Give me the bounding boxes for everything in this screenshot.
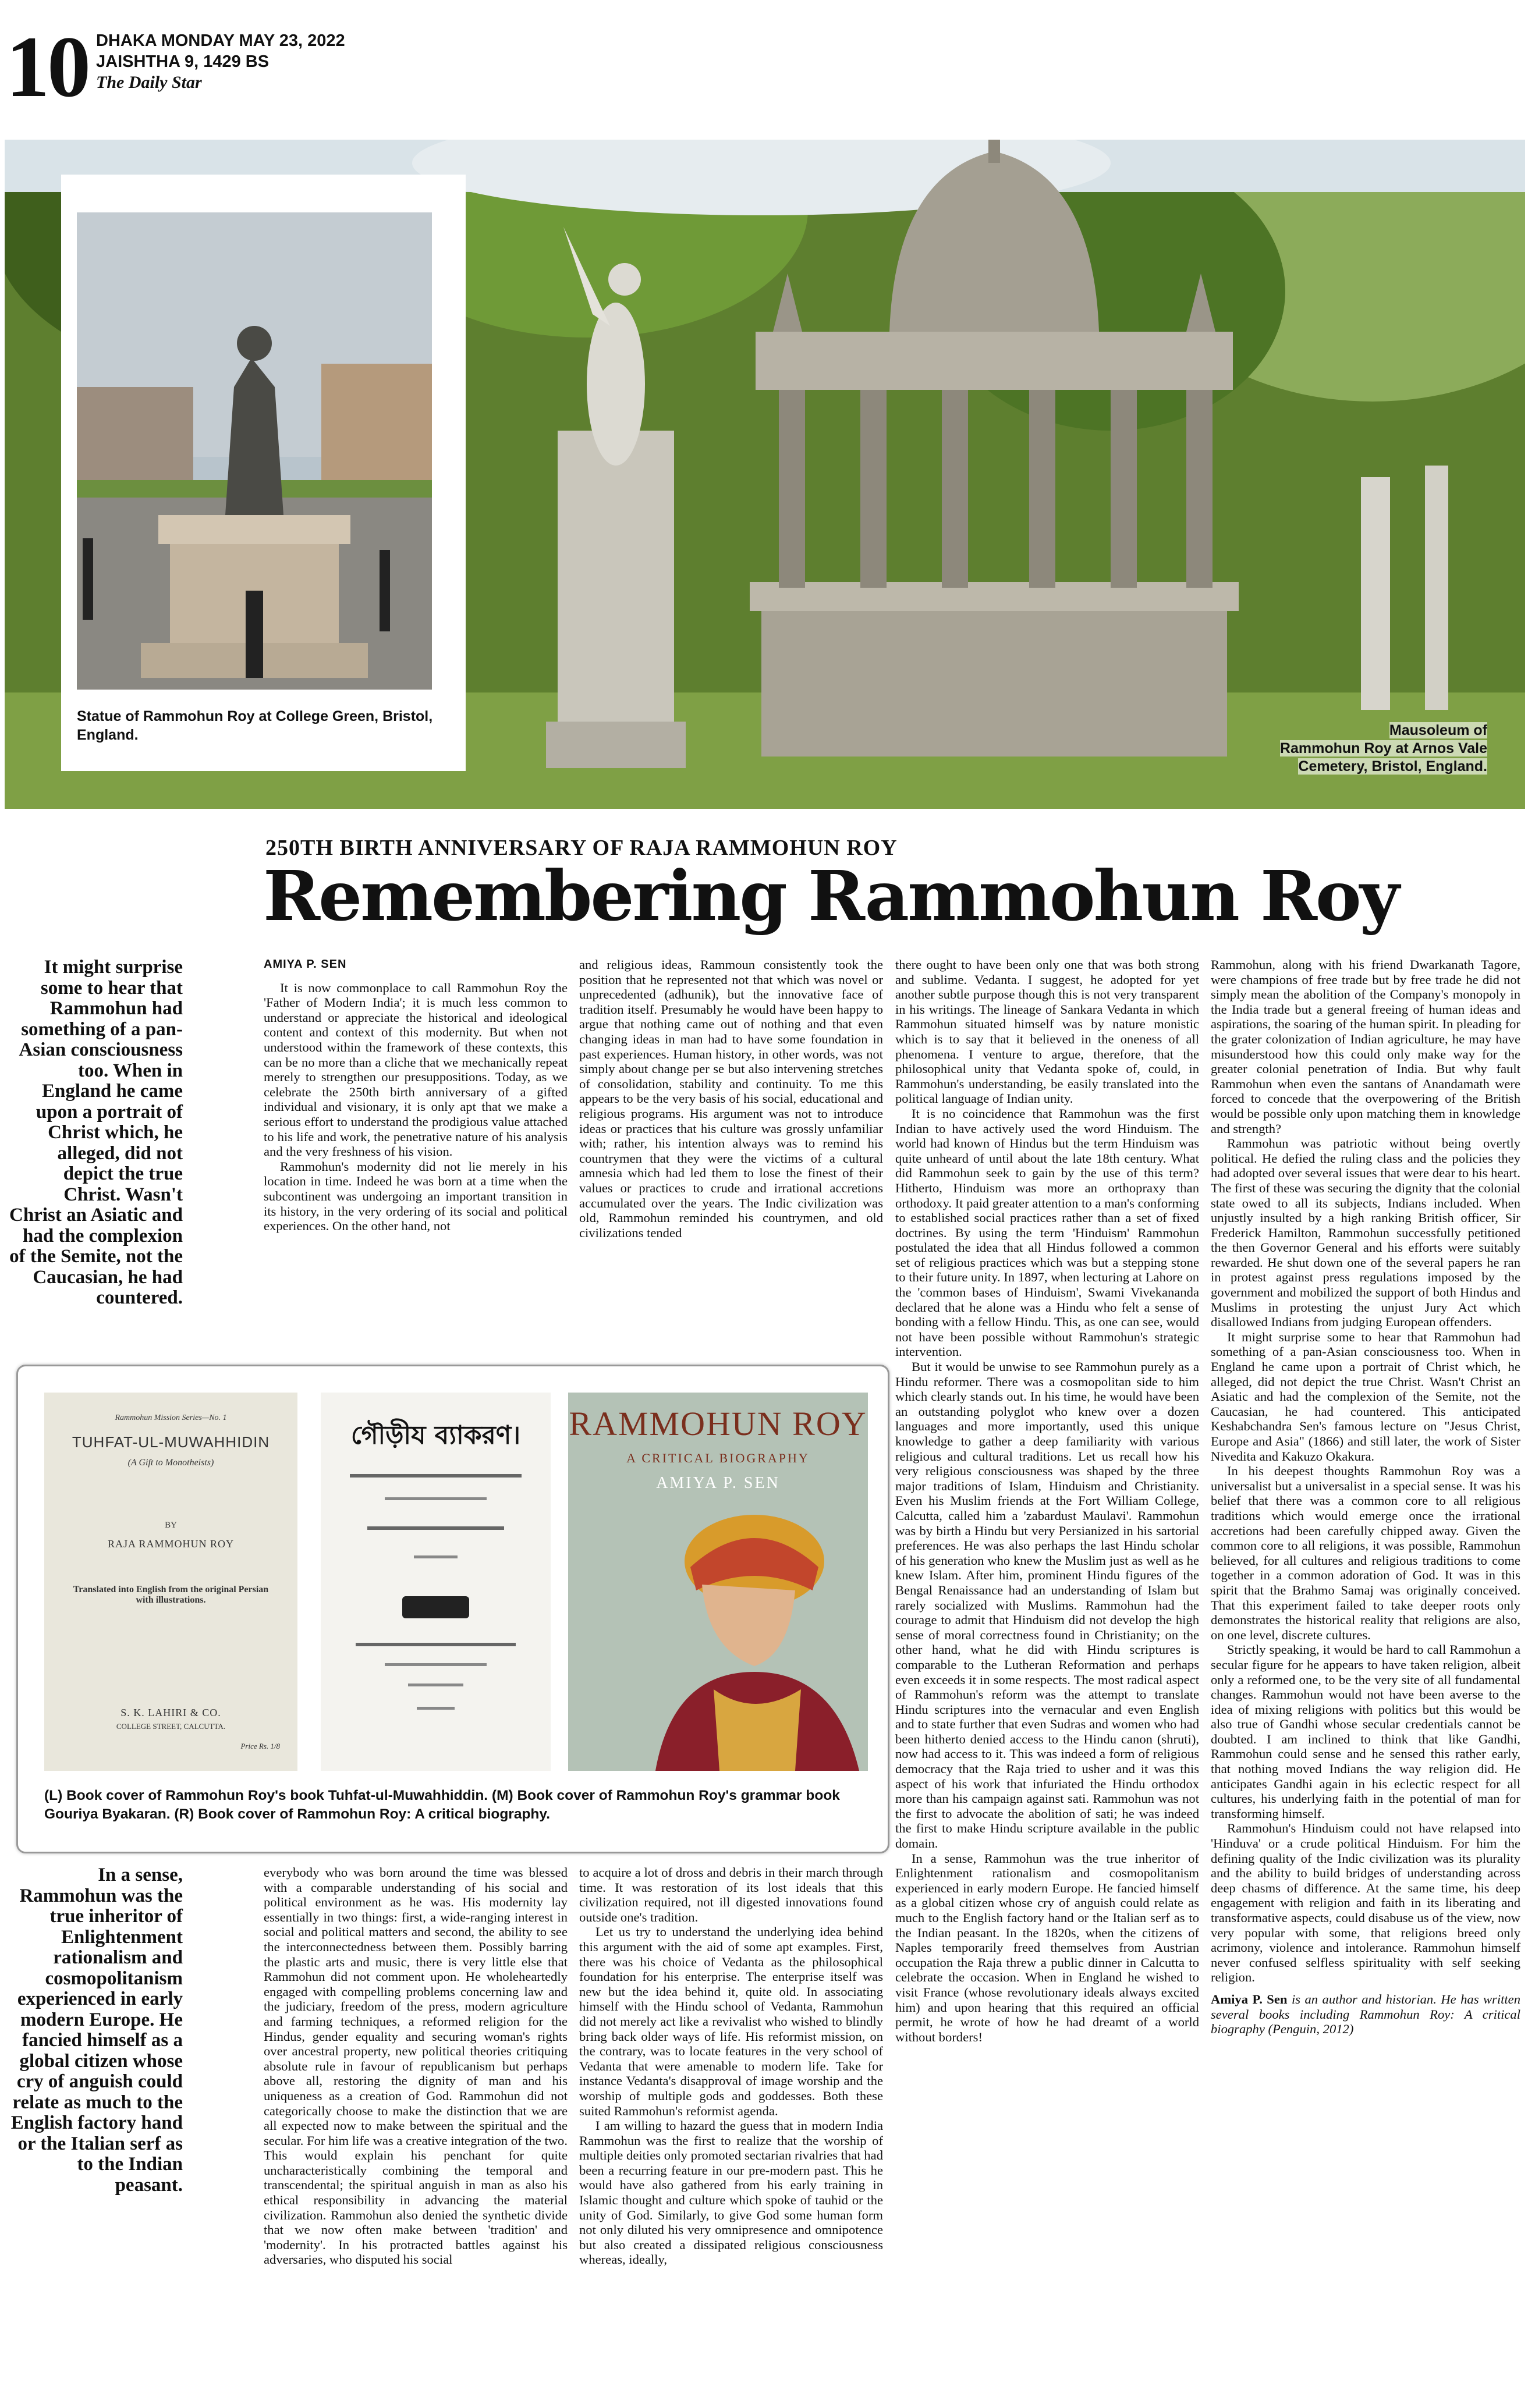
article-column	[579, 1865, 883, 2389]
article-column	[1211, 957, 1520, 2386]
statue-photo	[77, 212, 432, 690]
book-series: Rammohun Mission Series—No. 1	[115, 1413, 227, 1422]
mausoleum-caption-line-1: Mausoleum of	[1389, 722, 1487, 738]
byline: AMIYA P. SEN	[264, 958, 347, 971]
book-publisher: S. K. LAHIRI & CO.	[120, 1707, 221, 1718]
book-subtitle: (A Gift to Monotheists)	[127, 1458, 214, 1468]
pull-quote: It might surprise some to hear that Rammohun had something of a pan-Asian consciousness too. When in England he came upon a portrait of Christ which, he alleged, did not depict the true Christ. Wasn't Christ an Asiatic and had the complexion of the Semite, not the Caucasian, he had countered.	[9, 957, 183, 1308]
book-subtitle: A CRITICAL BIOGRAPHY	[626, 1451, 810, 1465]
book-translated: Translated into English from the original Persian with illustrations.	[73, 1585, 269, 1605]
paragraph: Rammohun was patriotic without being overtly political. He defied the ruling class and the policies they had adopted over several issues that were dear to his heart. The first of these was securing the dignity that the colonial state owed to all its subjects, Indians included. When unjustly insulted by a high ranking British officer, Sir Frederick Hamilton, Rammohun successfully petitioned the then Governor General and his efforts were suitably rewarded. He shut down one of the several papers he ran in protest against press regulations imposed by the government and mobilized the support of both Hindus and Muslims in protesting the unjust Jury Act which disallowed Indians from judging European offenders.	[1211, 1136, 1520, 1330]
book-cover-tuhfat	[44, 1393, 297, 1771]
book-by: BY	[165, 1521, 177, 1530]
mausoleum-caption-line-2: Rammohun Roy at Arnos Vale	[1279, 740, 1487, 757]
book-text-lines	[321, 1462, 551, 1753]
article-column	[264, 957, 568, 1362]
author-bio	[1211, 1992, 1520, 2037]
paper-name: The Daily Star	[96, 73, 202, 92]
paragraph: But it would be unwise to see Rammohun purely as a Hindu reformer. There was a cosmopolitan side to him which clearly stands out. In his time, he would have been an outstanding polyglot who knew over a dozen languages and more importantly, used this unique knowledge to gather a deep familiarity with various religious and cultural traditions. Let us recall how his very religious consciousness was shaped by the three major traditions of Islam, Hinduism and Christianity. Even his Muslim friends at the Fort William College, Calcutta, called him a 'zabardust Maulavi'. Rammohun was by birth a Hindu but very Persianized in his sartorial preferences. He was also perhaps the last Hindu scholar of his generation who knew the Muslim just as well as he knew Islam. After him, prominent Hindu figures of the Bengal Renaissance had an understanding of Islam but rarely socialized with Muslims. Rammohun had the courage to admit that Hinduism did not develop the high sense of moral correctness found in Christianity; on the other hand, what he did with Hindu scriptures is comparable to the Lutheran Reformation and perhaps even exceeds it in some respects. The most radical aspect of Rammohun's reform was the attempt to translate Hindu scriptures into the vernacular and even English and to state further that even Sudras and women who had been hitherto denied access to the Hindu canon (shruti), now had access to it. This was indeed a form of religious democracy that the Raja tried to usher and it was this aspect of his work that infuriated the Hindu orthodox more than his campaign against sati. Rammohun was not the first to advocate the abolition of sati; he was indeed the first to make Hindu scripture available in the public domain.	[895, 1359, 1199, 1851]
paragraph: Rammohun's modernity did not lie merely in his location in time. Indeed he was born at a time when the subcontinent was undergoing an important transition in its history, in the very ordering of its social and political experiences. On the other hand, not	[264, 1159, 568, 1234]
mausoleum-caption	[1266, 722, 1487, 776]
book-author: AMIYA P. SEN	[656, 1474, 780, 1492]
paragraph: everybody who was born around the time was blessed with a comparable understanding of his social and political environment as he was. His modernity lay essentially in two things: first, a wide-ranging interest in social and political matters and second, the ability to see the interconnectedness between them. Possibly barring the plastic arts and music, there is very little else that Rammohun did not comment upon. He wholeheartedly engaged with compelling problems concerning law and the judiciary, freedom of the press, modern agriculture and farming techniques, a reformed religion for the Hindus, gender equality and securing woman's rights over ancestral property, new political theories critiquing absolute rule in favour of republicanism but perhaps above all, restoring the dignity of man and his uniqueness as a creation of God. Rammohun did not categorically choose to make the distinction that we are all expected now to make between the spiritual and the secular. For him life was a creative integration of the two. This would explain his penchant for quite uncharacteristically combining the temporal and transcendental; the spiritual anguish in man as also his ethical responsibility in advancing the material civilization. Rammohun also denied the synthetic divide that we now often make between 'tradition' and 'modernity'. In his protracted battles against his adversaries, who disputed his social	[264, 1865, 568, 2267]
paragraph: to acquire a lot of dross and debris in their march through time. It was restoration of its lost ideals that this civilization required, not ill digested innovations found outside one's tradition.	[579, 1865, 883, 1924]
portrait-illustration	[568, 1497, 868, 1771]
bio-name: Amiya P. Sen	[1211, 1991, 1288, 2006]
headline: Remembering Rammohun Roy	[263, 855, 1398, 936]
statue-caption: Statue of Rammohun Roy at College Green, Bristol, England.	[77, 708, 433, 743]
books-panel	[16, 1365, 889, 1853]
book-title: TUHFAT-UL-MUWAHHIDIN	[72, 1433, 270, 1451]
paragraph: In a sense, Rammohun was the true inheritor of Enlightenment rationalism and cosmopolitanism experienced in early modern Europe. He fancied himself as a global citizen whose cry of anguish could relate as much to the English factory hand or the Italian serf as to the Indian peasant. In the 1820s, when the citizens of Naples temporarily freed themselves from Austrian occupation the Raja threw a public dinner in Calcutta to celebrate the occasion. When in England he wished to visit France (whose revolutionary ideals always excited him) and upon hearing that this required an official permit, he wrote of how he had dreamt of a world without borders!	[895, 1851, 1199, 2044]
article-column	[264, 1865, 568, 2389]
paragraph: It is no coincidence that Rammohun was the first Indian to have actively used the word Hinduism. The world had known of Hindus but the term Hinduism was quite unheard of until about the late 18th century. What did Rammohun seek to gain by the use of this term? Hitherto, Hinduism was more an orthopraxy than orthodoxy. It paid greater attention to a man's conforming to established social practices rather than a set of fixed doctrines. By using the term 'Hinduism' Rammohun postulated the idea that all Hindus followed a common set of religious practices which was but a stepping stone to their future unity. In 1897, when lecturing at Lahore on the 'common bases of Hinduism', Swami Vivekananda declared that he alone was a Hindu who felt a sense of bonding with a fellow Hindu. This, as one can see, would not have been possible without Rammohun's strategic intervention.	[895, 1106, 1199, 1359]
date: DHAKA MONDAY MAY 23, 2022	[96, 31, 345, 50]
paragraph: It is now commonplace to call Rammohun Roy the 'Father of Modern India'; it is much less common to understand or appreciate the historical and ideological content and context of this modernity. But when not understood within the framework of these contexts, this can be no more than a cliche that we mechanically repeat merely to strengthen our presuppositions. Today, as we celebrate the 250th birth anniversary of a gifted individual and visionary, it is only apt that we make a serious effort to understand the prodigious value attached to his life and work, the penetrative nature of his analysis and the very freshness of his vision.	[264, 980, 568, 1159]
book-price: Price Rs. 1/8	[240, 1742, 280, 1750]
dateline	[96, 30, 345, 93]
paragraph: Rammohun's Hinduism could not have relapsed into 'Hinduva' or a crude political Hinduism. For him the defining quality of the Indic civilization was its plurality and the ability to build bridges of understanding across deep chasms of difference. At the same time, his deep engagement with religion and faith in its liberating and transformative aspects, could disabuse us of the view, now very popular with some, that religions breed only acrimony, violence and intolerance. Rammohun himself never confused selfless spirituality with self seeking religion.	[1211, 1821, 1520, 1985]
bio-text: is an author and historian. He has written several books including Rammohun Roy: A critical biography (Penguin, 2012)	[1211, 1991, 1520, 2037]
paragraph: I am willing to hazard the guess that in modern India Rammohun was the first to realize that the worship of multiple deities only promoted sectarian rivalries that had been a recurring feature in our pre-modern past. This he would have also gathered from his early training in Islamic thought and culture which spoke of tauhid or the unity of God. Similarly, to give God some human form not only diluted his very omnipresence and omnipotence but also created a dissipated religious consciousness whereas, ideally,	[579, 2118, 883, 2267]
book-author: RAJA RAMMOHUN ROY	[107, 1538, 235, 1550]
page-number: 10	[6, 19, 88, 115]
article-column	[895, 957, 1199, 2386]
mausoleum-caption-line-3: Cemetery, Bristol, England.	[1298, 758, 1487, 775]
bangla-date: JAISHTHA 9, 1429 BS	[96, 52, 270, 71]
paragraph: and religious ideas, Rammoun consistently took the position that he represented not that which was novel or unprecedented (adhunik), but the innovative face of tradition itself. Presumably he would have been happy to argue that nothing came out of nothing and that even changing ideas in man had to have some foundation in past experiences. Human history, in other words, was not simply about change per se but also intervening stretches of consolidation, stability and continuity. To me this appears to be the very basis of his social, educational and religious programs. His argument was not to introduce ideas or practices that his culture was grossly unfamiliar with; rather, his intention always was to remind his countrymen that they were the victims of a cultural amnesia which had led them to lose the finest of their values or practices to crude and irrational accretions accumulated over the years. The Indic civilization was old, Rammohun reminded his countrymen, and old civilizations tended	[579, 957, 883, 1240]
paragraph: It might surprise some to hear that Rammohun had something of a pan-Asian consciousness too. When in England he came upon a portrait of Christ which, he alleged, did not depict the true Christ. Wasn't Christ an Asiatic and had the complexion of the Semite, not the Caucasian, he had countered. This anticipated Keshabchandra Sen's famous lecture on "Jesus Christ, Europe and Asia" (1866) and still later, the work of Sister Nivedita and Kakuzo Okakura.	[1211, 1329, 1520, 1464]
books-caption: (L) Book cover of Rammohun Roy's book Tuhfat-ul-Muwahhiddin. (M) Book cover of Rammohun Roy's grammar book Gouriya Byakaran. (R) Book cover of Rammohun Roy: A critical biography.	[44, 1788, 840, 1822]
book-title: গৌড়ীয ব্যাকরণ।	[350, 1420, 521, 1450]
book-cover-gouriya	[321, 1393, 551, 1771]
book-title: RAMMOHUN ROY	[569, 1405, 867, 1443]
paragraph: Rammohun, along with his friend Dwarkanath Tagore, were champions of free trade but by free trade he did not simply mean the abolition of the Company's monopoly in the India trade but a general freeing of human ideas and aspirations, the soaring of the human spirit. In pleading for the grater colonization of Indian agriculture, he may have misunderstood how this could only make way for the greater colonial penetration of India. But why fault Rammohun when even the santans of Anandamath were forced to concede that the overpowering of the British would be possible only upon matching them in knowledge and strength?	[1211, 957, 1520, 1136]
paragraph: there ought to have been only one that was both strong and sublime. Vedanta. I suggest, he adopted for yet another subtle purpose though this is not very transparent in his writings. The lineage of Sankara Vedanta in which Rammohun situated himself was by nature monistic which is to say that it believed in the oneness of all phenomena. I venture to argue, therefore, that the philosophical unity that Vedanta spoke of, could, in Rammohun's understanding, be easily translated into the political language of Indian unity.	[895, 957, 1199, 1106]
paragraph: In his deepest thoughts Rammohun Roy was a universalist but a universalist in a special sense. It was his belief that there was a common core to all religious traditions which would emerge once the irrational accretions had been carefully chipped away. Given the common core to all religions, it was possible, Rammohun believed, for all cultures and religious traditions to come together in a common adoration of God. It was in this spirit that the Brahmo Samaj was originally conceived. That this experiment failed to take deeper roots only demonstrates the historical reality that religions are also, on one level, discrete cultures.	[1211, 1464, 1520, 1642]
kicker: 250TH BIRTH ANNIVERSARY OF RAJA RAMMOHUN ROY	[265, 836, 898, 860]
pull-quote: In a sense, Rammohun was the true inheritor of Enlightenment rationalism and cosmopolitanism experienced in early modern Europe. He fancied himself as a global citizen whose cry of anguish could relate as much to the English factory hand or the Italian serf as to the Indian peasant.	[10, 1864, 183, 2196]
book-cover-biography	[568, 1393, 868, 1771]
article-column	[579, 957, 883, 1362]
book-address: COLLEGE STREET, CALCUTTA.	[116, 1722, 226, 1731]
paragraph: Strictly speaking, it would be hard to call Rammohun a secular figure for he appears to have taken religion, albeit only a reformed one, to be the very site of all fundamental changes. Rammohun would not have been averse to the idea of mixing religions with politics but this would be also true of Gandhi whose secular credentials cannot be doubted. I am inclined to think that like Gandhi, Rammohun could sense and he sensed this rather early, that nothing moved Indians the way religion did. He anticipates Gandhi again in his eclectic respect for all cultures, his underlying faith in the potential of man for transforming himself.	[1211, 1642, 1520, 1821]
paragraph: Let us try to understand the underlying idea behind this argument with the aid of some apt examples. First, there was his choice of Vedanta as the philosophical foundation for his enterprise. The enterprise itself was new but the idea behind it, quite old. In associating himself with the Hindu school of Vedanta, Rammohun did not merely act like a revivalist who wished to blindly bring back older ways of life. His reformist mission, on the contrary, was to locate features in the very school of Vedanta that were amenable to modern life. Take for instance Vedanta's disapproval of image worship and the worship of multiple gods and goddesses. Both these suited Rammohun's reformist agenda.	[579, 1924, 883, 2118]
